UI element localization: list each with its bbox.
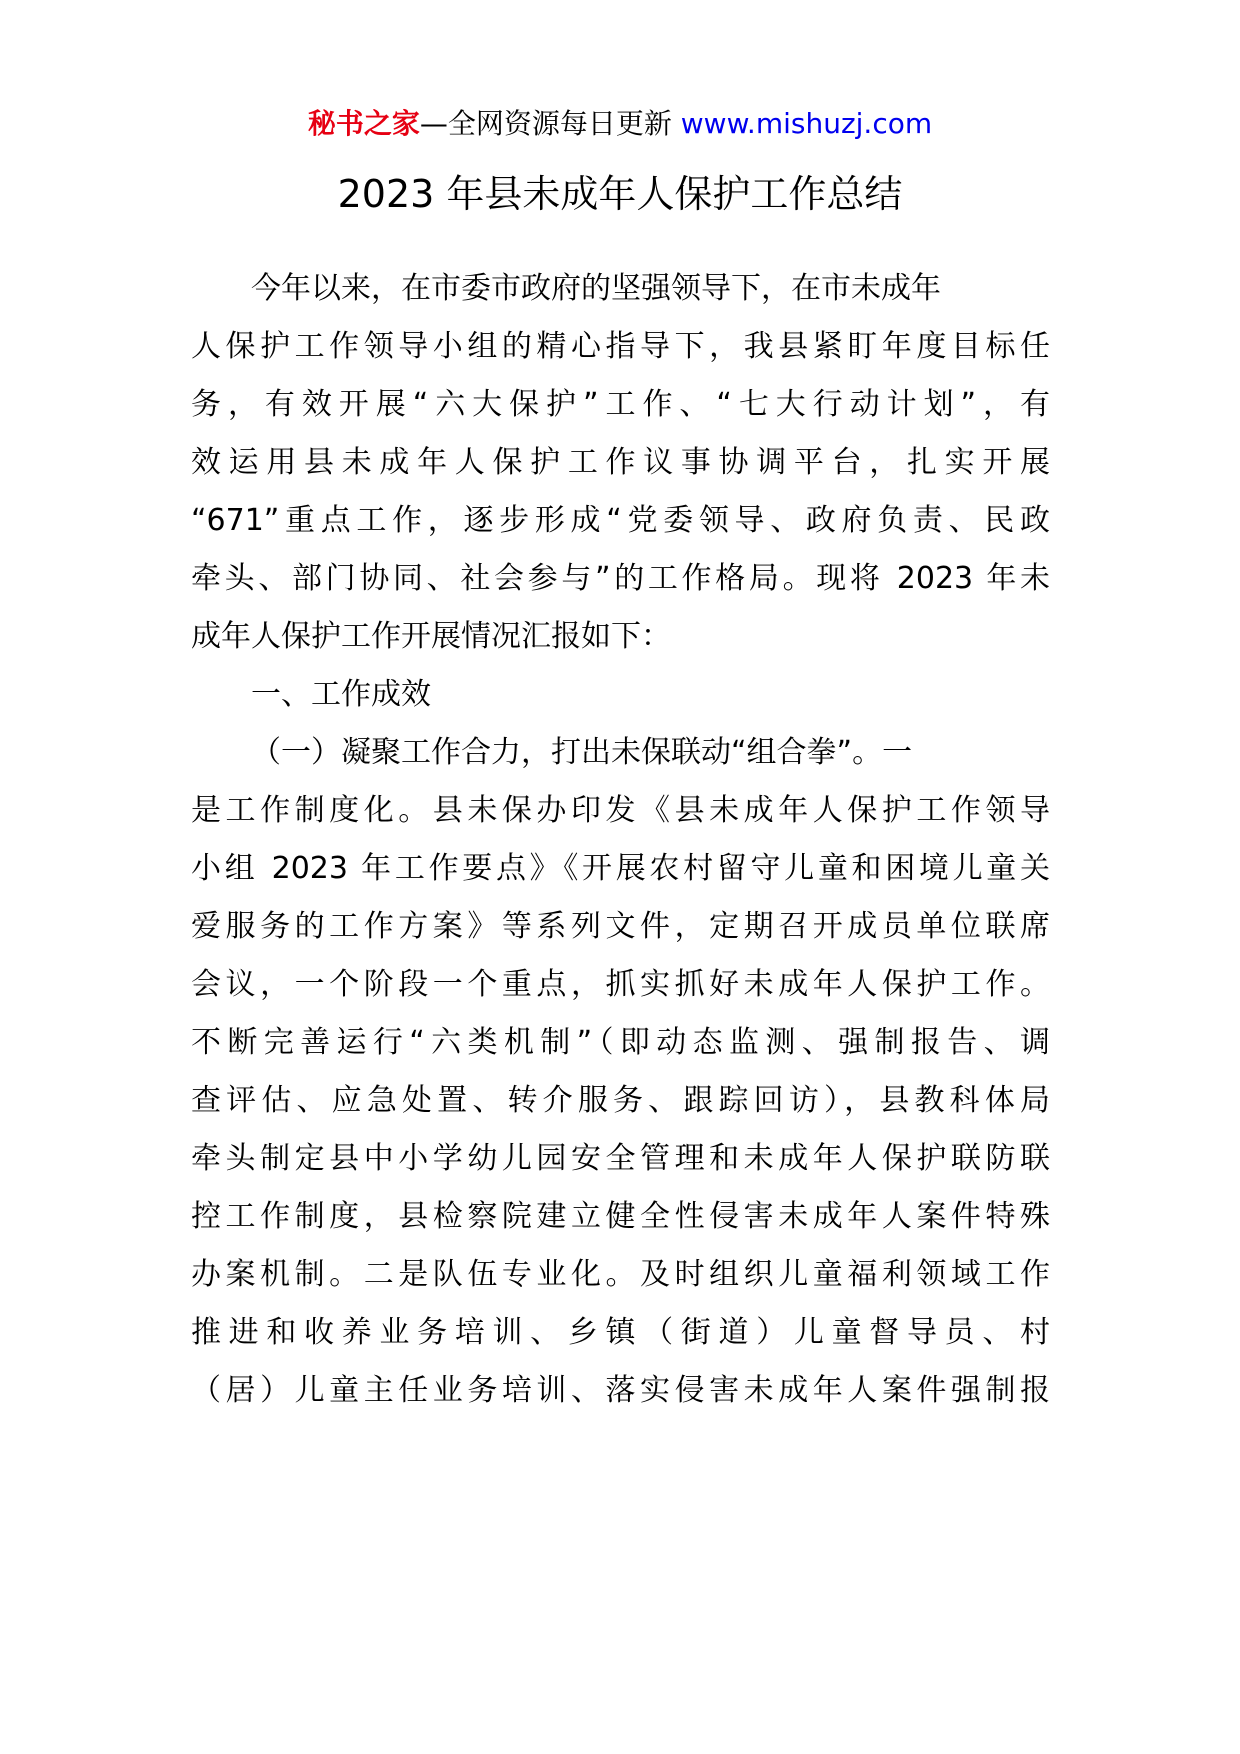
body-line: （一）凝聚工作合力，打出未保联动“组合拳”。一 (251, 735, 913, 770)
site-header (0, 104, 1240, 144)
body-line: （居）儿童主任业务培训、落实侵害未成年人案件强制报 (191, 1373, 1050, 1408)
brand-name: 秘书之家 (307, 107, 420, 140)
body-line: 小组 2023 年工作要点》《开展农村留守儿童和困境儿童关 (191, 851, 1050, 886)
body-line: 人保护工作领导小组的精心指导下，我县紧盯年度目标任 (191, 329, 1050, 364)
body-line: 今年以来，在市委市政府的坚强领导下，在市未成年 (251, 271, 941, 306)
body-line: 推进和收养业务培训、乡镇（街道）儿童督导员、村 (191, 1315, 1050, 1350)
body-line: 效运用县未成年人保护工作议事协调平台，扎实开展 (191, 445, 1050, 480)
body-line: 不断完善运行“六类机制”（即动态监测、强制报告、调 (191, 1025, 1050, 1060)
body-line: 会议，一个阶段一个重点，抓实抓好未成年人保护工作。 (191, 967, 1050, 1002)
body-line: “671”重点工作，逐步形成“党委领导、政府负责、民政 (191, 503, 1050, 538)
body-line: 控工作制度，县检察院建立健全性侵害未成年人案件特殊 (191, 1199, 1050, 1234)
body-line: 办案机制。二是队伍专业化。及时组织儿童福利领域工作 (191, 1257, 1050, 1292)
site-url-link[interactable]: www.mishuzj.com (680, 107, 933, 140)
section-heading: 一、工作成效 (251, 677, 431, 712)
body-line: 爱服务的工作方案》等系列文件，定期召开成员单位联席 (191, 909, 1050, 944)
body-line: 是工作制度化。县未保办印发《县未成年人保护工作领导 (191, 793, 1050, 828)
body-line: 牵头、部门协同、社会参与”的工作格局。现将 2023 年未 (191, 561, 1050, 596)
body-line: 查评估、应急处置、转介服务、跟踪回访），县教科体局 (191, 1083, 1050, 1118)
document-title: 2023 年县未成年人保护工作总结 (337, 172, 903, 216)
header-slogan: —全网资源每日更新 (419, 107, 681, 140)
body-line: 成年人保护工作开展情况汇报如下： (191, 619, 671, 654)
body-line: 务，有效开展“六大保护”工作、“七大行动计划”，有 (191, 387, 1050, 422)
body-line: 牵头制定县中小学幼儿园安全管理和未成年人保护联防联 (191, 1141, 1050, 1176)
